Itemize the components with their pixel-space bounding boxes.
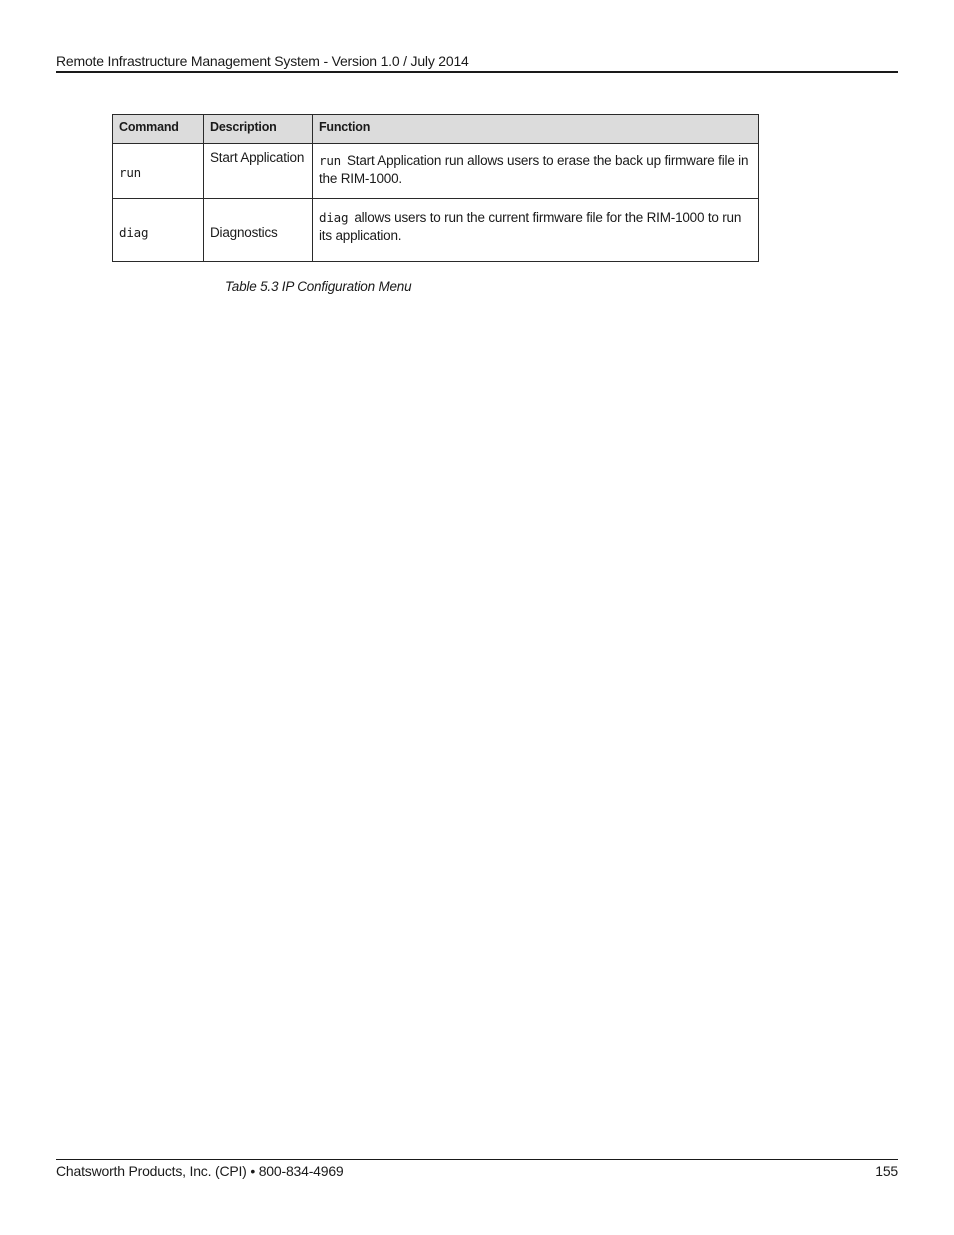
function-command: run [319, 153, 341, 168]
function-text: allows users to run the current firmware file for the RIM-1000 to run its application. [319, 210, 742, 243]
description-cell: Diagnostics [204, 199, 313, 262]
page-number: 155 [875, 1163, 898, 1179]
page-footer [56, 1159, 898, 1179]
function-cell [313, 144, 759, 199]
header-title: Remote Infrastructure Management System - Version 1.0 / July 2014 [56, 53, 469, 69]
column-header-command: Command [113, 115, 204, 144]
table-row [113, 199, 759, 262]
function-command: diag [319, 210, 349, 225]
table-header-row [113, 115, 759, 144]
table-row [113, 144, 759, 199]
function-text: Start Application run allows users to erase the back up firmware file in the RIM-1000. [319, 153, 749, 186]
column-header-description: Description [204, 115, 313, 144]
column-header-function: Function [313, 115, 759, 144]
ip-configuration-menu-table [112, 114, 759, 262]
table-caption: Table 5.3 IP Configuration Menu [225, 279, 412, 294]
command-cell: run [113, 144, 204, 199]
footer-company: Chatsworth Products, Inc. (CPI) • 800-834-4969 [56, 1163, 344, 1179]
description-cell: Start Application [204, 144, 313, 199]
function-cell [313, 199, 759, 262]
page-header [56, 53, 898, 73]
command-cell: diag [113, 199, 204, 262]
